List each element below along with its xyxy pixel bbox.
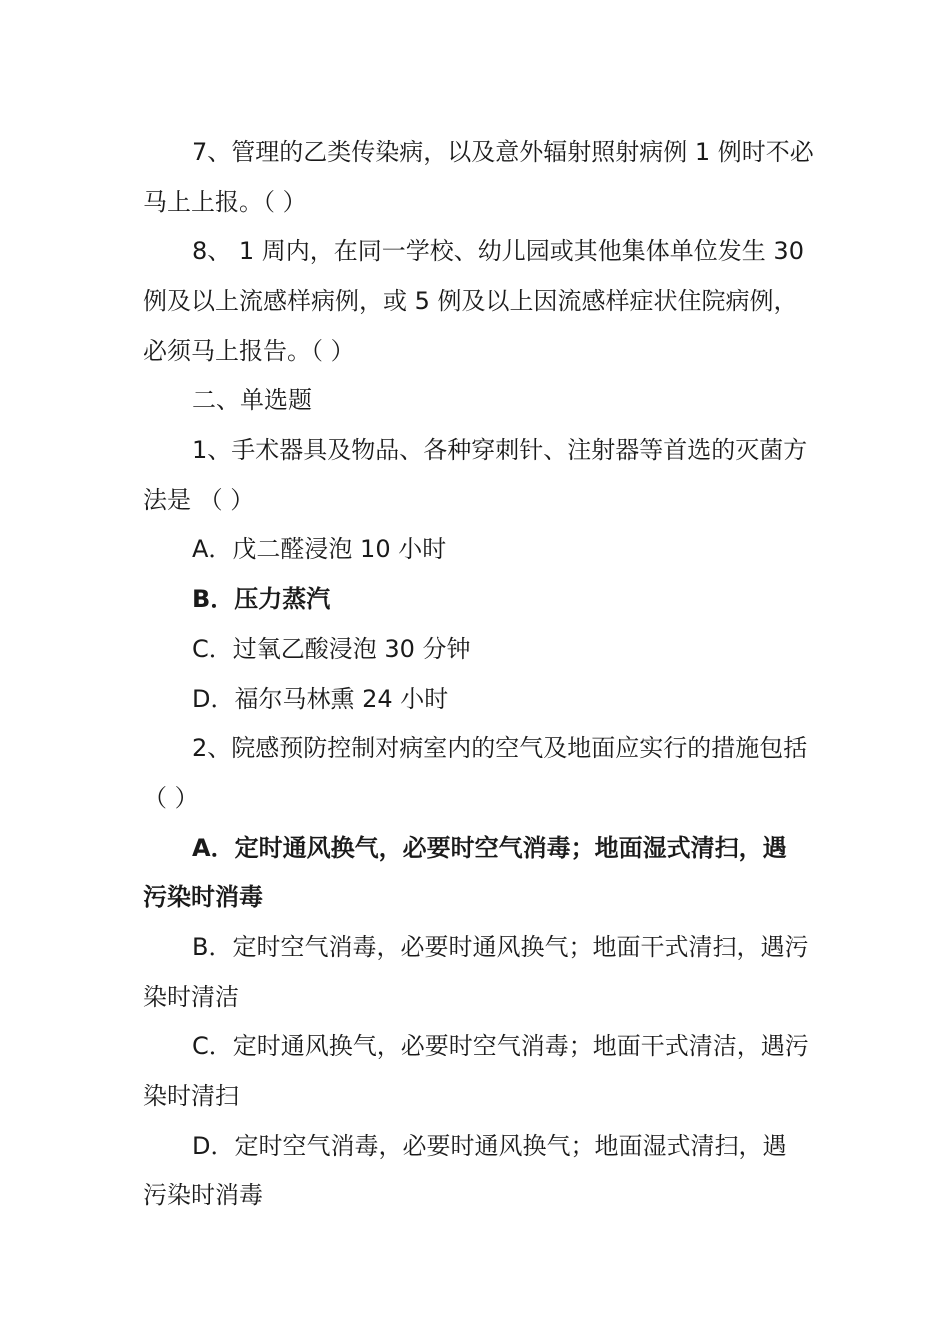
mc2-option-a-answer-line-1: A．定时通风换气，必要时空气消毒；地面湿式清扫，遇	[192, 834, 787, 862]
mc1-option-b-answer: B．压力蒸汽	[192, 585, 331, 613]
mc-question-2-line-2: （ ）	[143, 784, 199, 812]
mc-question-1-line-2: 法是 （ ）	[143, 486, 255, 514]
question-7-line-2: 马上上报。（ ）	[143, 188, 307, 216]
mc1-option-c: C．过氧乙酸浸泡 30 分钟	[192, 635, 471, 663]
section-heading: 二、单选题	[192, 386, 312, 414]
mc2-option-d-line-1: D．定时空气消毒，必要时通风换气；地面湿式清扫，遇	[192, 1132, 787, 1160]
mc2-option-a-answer-line-2: 污染时消毒	[143, 883, 263, 911]
mc2-option-c-line-1: C．定时通风换气，必要时空气消毒；地面干式清洁，遇污	[192, 1032, 809, 1060]
question-8-line-2: 例及以上流感样病例，或 5 例及以上因流感样症状住院病例，	[143, 287, 798, 315]
mc2-option-c-line-2: 染时清扫	[143, 1082, 239, 1110]
mc1-option-d: D．福尔马林熏 24 小时	[192, 685, 449, 713]
mc2-option-b-line-1: B．定时空气消毒，必要时通风换气；地面干式清扫，遇污	[192, 933, 809, 961]
question-8-line-1: 8、 1 周内，在同一学校、幼儿园或其他集体单位发生 30	[192, 237, 804, 265]
mc-question-2-line-1: 2、院感预防控制对病室内的空气及地面应实行的措施包括	[192, 734, 808, 762]
question-8-line-3: 必须马上报告。（ ）	[143, 337, 355, 365]
mc2-option-b-line-2: 染时清洁	[143, 983, 239, 1011]
question-7-line-1: 7、管理的乙类传染病，以及意外辐射照射病例 1 例时不必	[192, 138, 814, 166]
mc-question-1-line-1: 1、手术器具及物品、各种穿刺针、注射器等首选的灭菌方	[192, 436, 808, 464]
mc1-option-a: A．戊二醛浸泡 10 小时	[192, 535, 447, 563]
mc2-option-d-line-2: 污染时消毒	[143, 1181, 263, 1209]
